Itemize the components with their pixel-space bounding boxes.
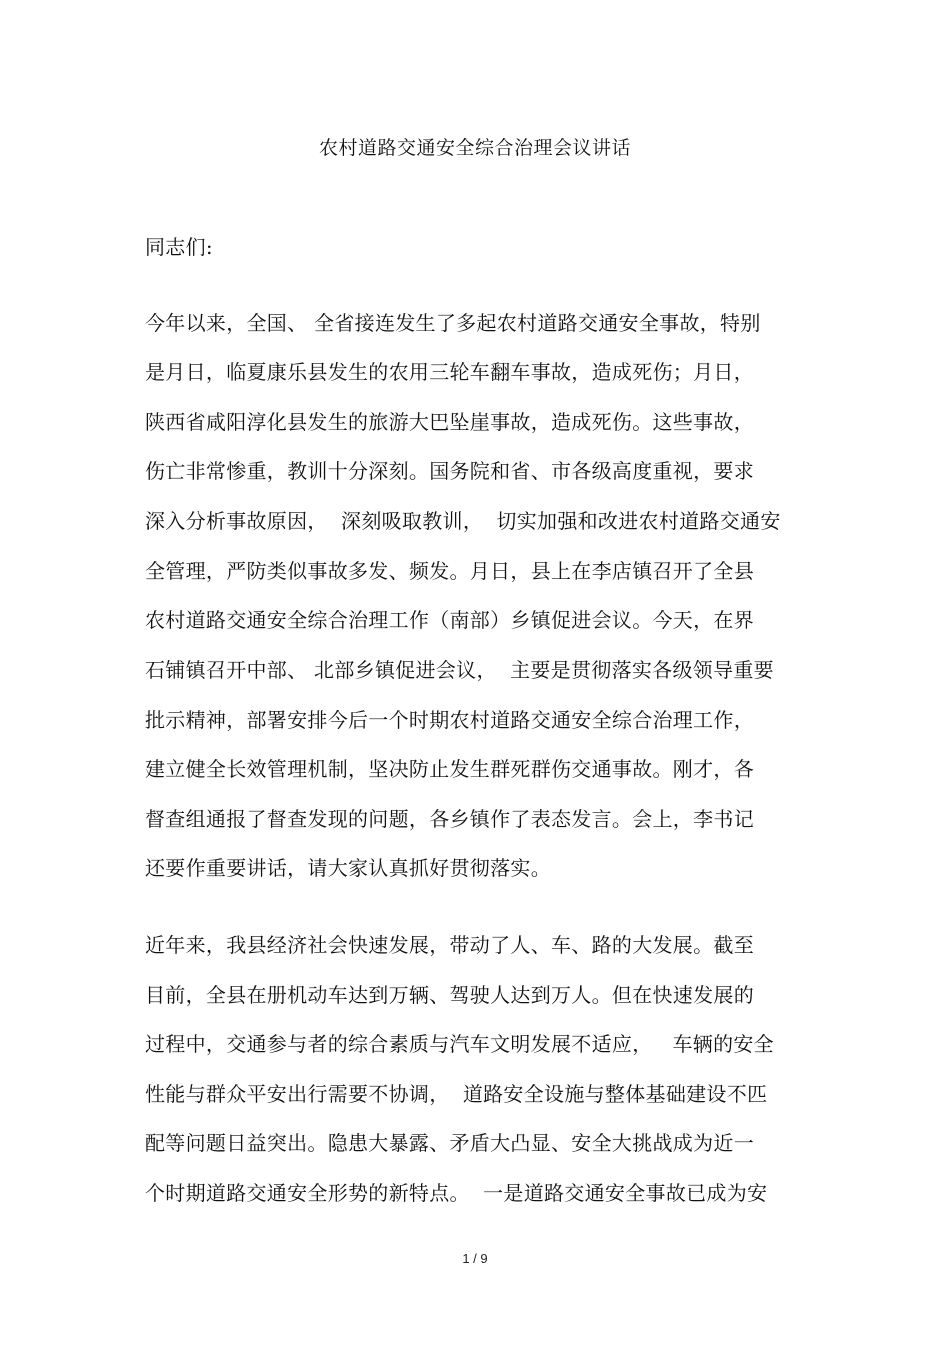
- paragraph-line: 还要作重要讲话，请大家认真抓好贯彻落实。: [145, 856, 551, 880]
- document-title: 农村道路交通安全综合治理会议讲话: [318, 137, 631, 159]
- paragraph-line: 配等问题日益突出。隐患大暴露、矛盾大凸显、安全大挑战成为近一: [145, 1131, 754, 1155]
- paragraph-line: 石铺镇召开中部、 北部乡镇促进会议， 主要是贯彻落实各级领导重要: [145, 658, 774, 682]
- paragraph-line: 个时期道路交通安全形势的新特点。 一是道路交通安全事故已成为安: [145, 1181, 768, 1205]
- paragraph-line: 农村道路交通安全综合治理工作（南部）乡镇促进会议。今天，在界: [145, 608, 754, 632]
- paragraph-line: 今年以来，全国、 全省接连发生了多起农村道路交通安全事故，特别: [145, 311, 761, 335]
- paragraph-line: 过程中，交通参与者的综合素质与汽车文明发展不适应， 车辆的安全: [145, 1032, 774, 1056]
- paragraph-line: 批示精神，部署安排今后一个时期农村道路交通安全综合治理工作，: [145, 708, 754, 732]
- paragraph-line: 伤亡非常惨重，教训十分深刻。国务院和省、市各级高度重视，要求: [145, 459, 754, 483]
- paragraph-line: 近年来，我县经济社会快速发展，带动了人、车、路的大发展。截至: [145, 933, 754, 957]
- paragraph-line: 全管理，严防类似事故多发、频发。月日，县上在李店镇召开了全县: [145, 559, 754, 583]
- paragraph-line: 督查组通报了督查发现的问题，各乡镇作了表态发言。会上，李书记: [145, 807, 754, 831]
- paragraph-line: 是月日，临夏康乐县发生的农用三轮车翻车事故，造成死伤；月日，: [145, 360, 754, 384]
- paragraph-line: 建立健全长效管理机制，坚决防止发生群死群伤交通事故。刚才，各: [145, 757, 754, 781]
- paragraph-line: 深入分析事故原因， 深刻吸取教训， 切实加强和改进农村道路交通安: [145, 509, 781, 533]
- paragraph-line: 性能与群众平安出行需要不协调， 道路安全设施与整体基础建设不匹: [145, 1082, 768, 1106]
- paragraph-line: 目前，全县在册机动车达到万辆、驾驶人达到万人。但在快速发展的: [145, 983, 754, 1007]
- salutation: 同志们:: [145, 235, 213, 259]
- page-number: 1 / 9: [462, 1251, 488, 1266]
- paragraph-line: 陕西省咸阳淳化县发生的旅游大巴坠崖事故，造成死伤。这些事故，: [145, 410, 754, 434]
